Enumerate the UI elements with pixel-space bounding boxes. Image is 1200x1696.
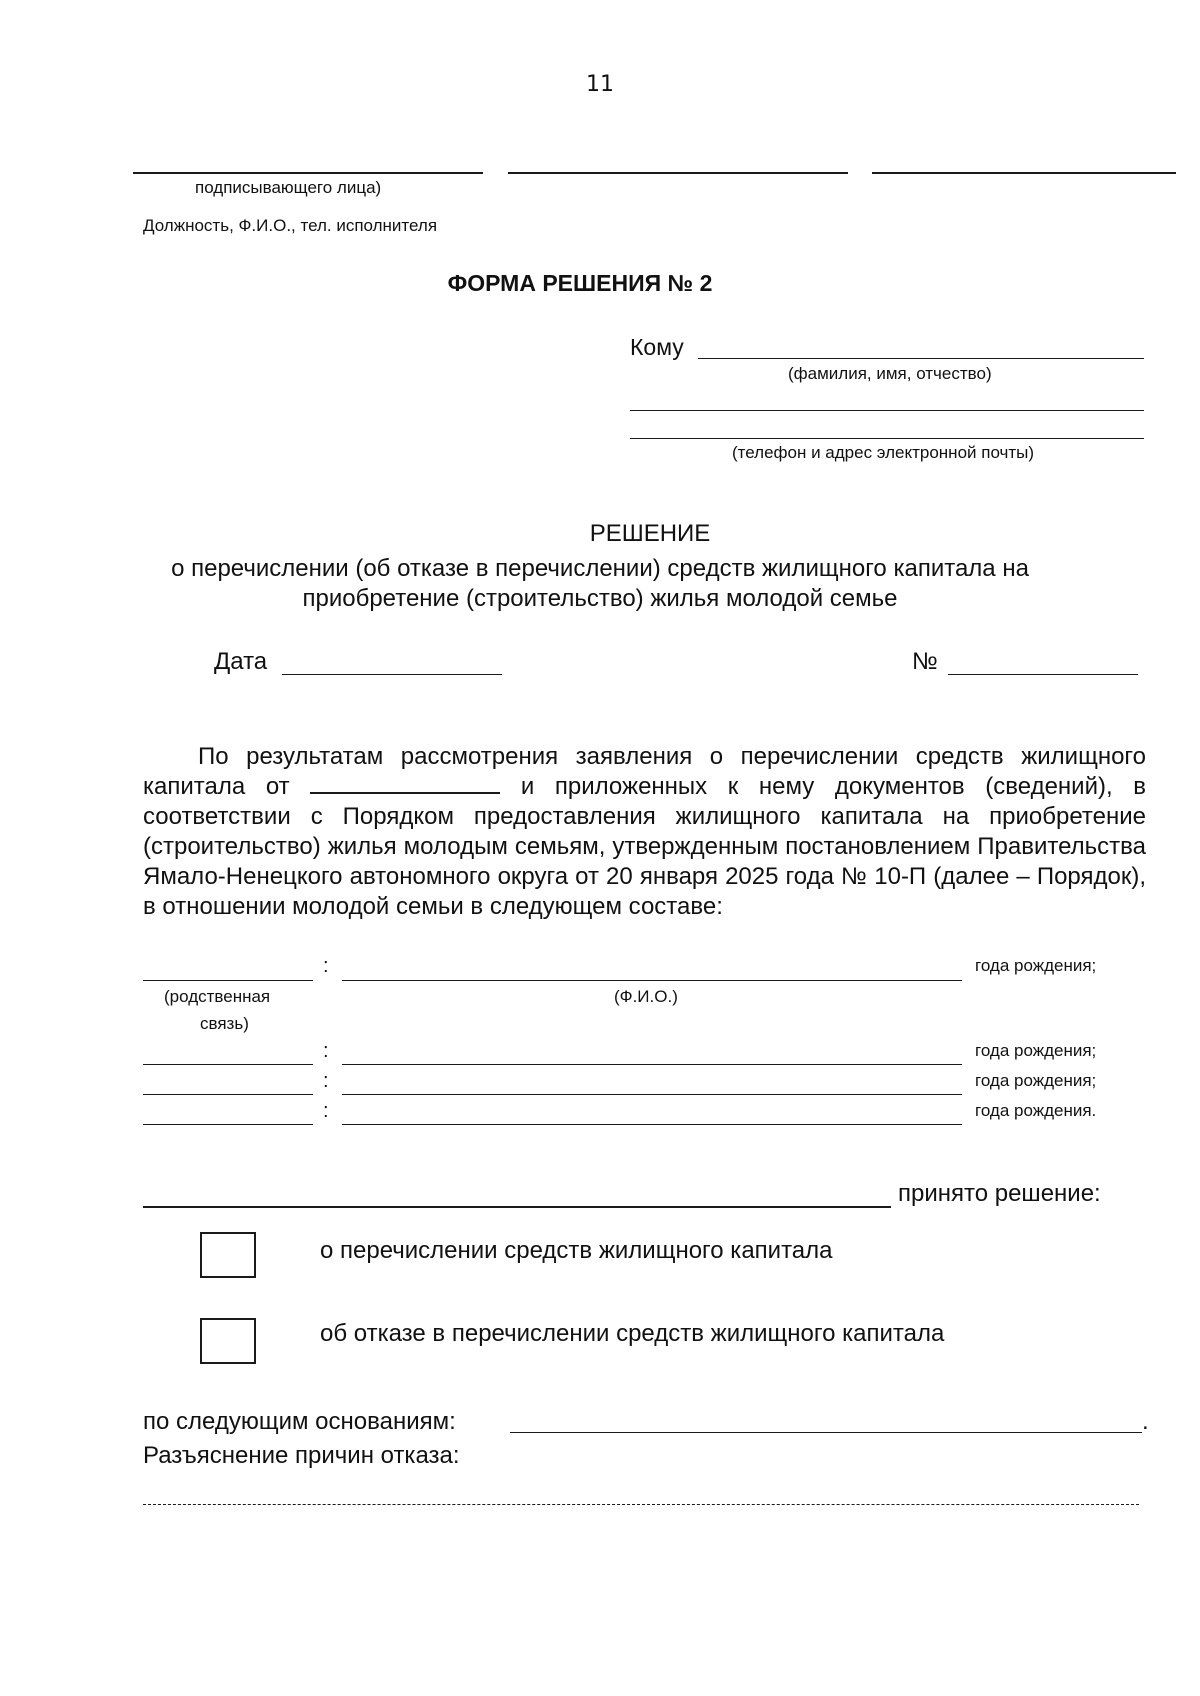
fio-caption: (Ф.И.О.) xyxy=(614,987,678,1006)
grounds-end: . xyxy=(1142,1408,1149,1435)
contact-caption: (телефон и адрес электронной почты) xyxy=(732,443,1035,462)
signer-caption: подписывающего лица) xyxy=(195,178,382,197)
recipient-name-field[interactable] xyxy=(698,358,1144,359)
relation-caption-1: (родственная xyxy=(164,987,271,1006)
fio-field-2[interactable] xyxy=(342,1064,962,1065)
grounds-field[interactable] xyxy=(510,1432,1142,1433)
refusal-option-label: об отказе в перечислении средств жилищного капитала xyxy=(320,1320,945,1347)
executor-caption: Должность, Ф.И.О., тел. исполнителя xyxy=(143,216,438,235)
name-caption: (фамилия, имя, отчество) xyxy=(788,364,992,383)
grounds-label: по следующим основаниям: xyxy=(143,1408,456,1435)
fio-field-4[interactable] xyxy=(342,1124,962,1125)
row-sep-3: : xyxy=(323,1070,329,1092)
relation-field-1[interactable] xyxy=(143,980,313,981)
body-part1: По результатам рассмотрения заявления о перечислении средств жилищного капитала от xyxy=(143,743,1146,800)
row-suffix-3: года рождения; xyxy=(975,1071,1097,1090)
recipient-contact-field[interactable] xyxy=(630,438,1144,439)
refusal-explanation-field[interactable] xyxy=(143,1504,1139,1505)
decision-subtitle-line2: приобретение (строительство) жилья молодой семье xyxy=(302,585,898,612)
accepted-label: принято решение: xyxy=(898,1180,1101,1207)
transfer-option-label: о перечислении средств жилищного капитала xyxy=(320,1237,833,1264)
refusal-checkbox[interactable] xyxy=(200,1318,256,1364)
page-number: 11 xyxy=(586,72,614,97)
relation-field-4[interactable] xyxy=(143,1124,313,1125)
signature-line-3 xyxy=(872,172,1176,174)
row-sep-2: : xyxy=(323,1040,329,1062)
date-label: Дата xyxy=(214,648,268,675)
transfer-checkbox[interactable] xyxy=(200,1232,256,1278)
signature-line-2 xyxy=(508,172,848,174)
decision-title: РЕШЕНИЕ xyxy=(589,520,711,547)
relation-field-3[interactable] xyxy=(143,1094,313,1095)
row-sep-1: : xyxy=(323,955,329,977)
body-paragraph xyxy=(143,742,1146,922)
row-suffix-2: года рождения; xyxy=(975,1041,1097,1060)
authority-field[interactable] xyxy=(143,1206,891,1208)
date-field[interactable] xyxy=(282,674,502,675)
signature-line-1 xyxy=(133,172,483,174)
fio-field-1[interactable] xyxy=(342,980,962,981)
fio-field-3[interactable] xyxy=(342,1094,962,1095)
form-title: ФОРМА РЕШЕНИЯ № 2 xyxy=(447,270,713,296)
body-part2: и приложенных к нему документов (сведений), в соответствии с Порядком предоставления жилищного капитала на приобретение (строительство) жилья молодым семьям, утвержденным постановлением Правительства Ямало-Ненецкого автономного округа от 20 января 2025 года № 10-П (далее – Порядок), в отношении молодой семьи в следующем составе: xyxy=(143,773,1147,920)
row-sep-4: : xyxy=(323,1100,329,1122)
row-suffix-4: года рождения. xyxy=(975,1101,1097,1120)
row-suffix-1: года рождения; xyxy=(975,956,1097,975)
to-label: Кому xyxy=(630,334,684,360)
relation-caption-2: связь) xyxy=(200,1014,249,1033)
application-date-field[interactable] xyxy=(310,772,500,794)
number-label: № xyxy=(912,648,938,675)
refusal-explanation-label: Разъяснение причин отказа: xyxy=(143,1442,460,1469)
recipient-address-field[interactable] xyxy=(630,410,1144,411)
decision-subtitle-line1: о перечислении (об отказе в перечислении) средств жилищного капитала на xyxy=(171,555,1029,582)
number-field[interactable] xyxy=(948,674,1138,675)
relation-field-2[interactable] xyxy=(143,1064,313,1065)
